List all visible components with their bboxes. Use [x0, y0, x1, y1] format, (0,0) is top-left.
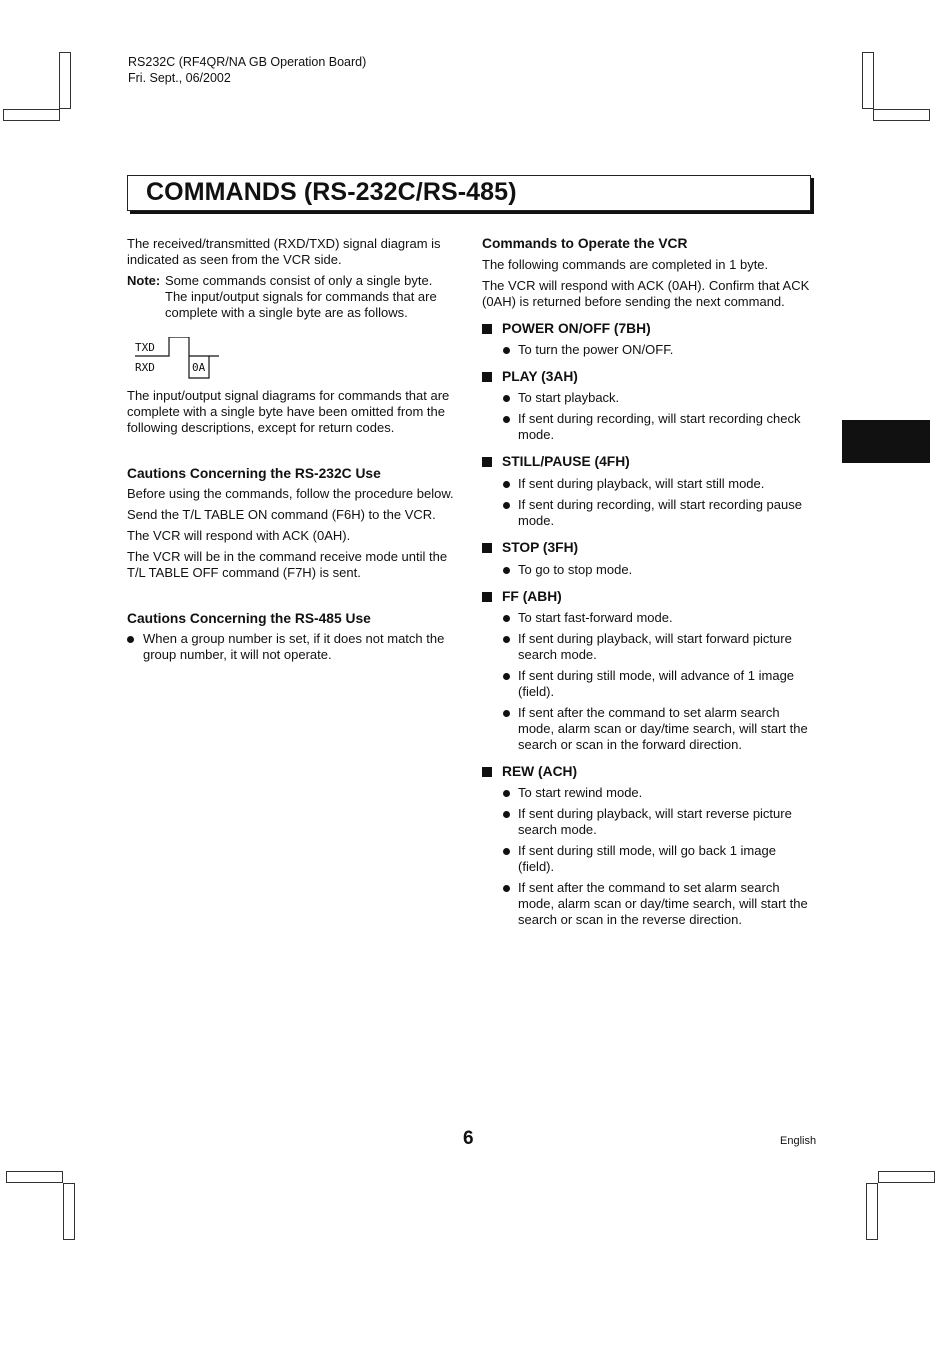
command-rew-name: REW (ACH): [502, 764, 578, 779]
bullet-dot-icon: [503, 567, 510, 574]
command-power-item-text: To turn the power ON/OFF.: [518, 342, 674, 357]
command-rew-item-text: If sent after the command to set alarm search mode, alarm scan or day/time search, will start the search or scan in the reverse direction.: [518, 880, 808, 927]
command-power-heading: [482, 321, 814, 337]
command-stop-name: STOP (3FH): [502, 540, 579, 555]
command-play-item-2: [482, 411, 814, 443]
command-power-name: POWER ON/OFF (7BH): [502, 321, 651, 336]
command-ff-item-text: To start fast-forward mode.: [518, 610, 673, 625]
command-ff-item-4: [482, 705, 814, 753]
bullet-dot-icon: [503, 848, 510, 855]
square-bullet-icon: [482, 592, 492, 602]
page-title: COMMANDS (RS-232C/RS-485): [146, 178, 517, 206]
note-text: Some commands consist of only a single byte. The input/output signals for commands that are complete with a single byte are as follows.: [165, 273, 437, 320]
bullet-dot-icon: [127, 636, 134, 643]
command-rew-item-text: If sent during still mode, will go back 1 image (field).: [518, 843, 776, 874]
rs232c-para-2: Send the T/L TABLE ON command (F6H) to the VCR.: [127, 507, 436, 522]
diagram-txd-label: TXD: [135, 341, 155, 354]
rs485-bullet: [127, 631, 457, 663]
rs232c-heading: Cautions Concerning the RS-232C Use: [127, 466, 381, 481]
command-power-item: [482, 342, 814, 358]
bullet-dot-icon: [503, 673, 510, 680]
crop-mark-tl-h: [3, 109, 60, 121]
section-tab-marker: [842, 420, 930, 463]
rs232c-para-3: The VCR will respond with ACK (0AH).: [127, 528, 351, 543]
command-still-item-1: [482, 476, 814, 492]
vcr-commands-p2: The VCR will respond with ACK (0AH). Confirm that ACK (0AH) is returned before sending the next command.: [482, 278, 810, 309]
language-label: English: [780, 1135, 817, 1147]
command-ff-item-text: If sent after the command to set alarm search mode, alarm scan or day/time search, will start the search or scan in the forward direction.: [518, 705, 808, 752]
command-stop-item: [482, 562, 814, 578]
square-bullet-icon: [482, 543, 492, 553]
command-ff-item-2: [482, 631, 814, 663]
command-rew-item-1: [482, 785, 814, 801]
square-bullet-icon: [482, 767, 492, 777]
square-bullet-icon: [482, 372, 492, 382]
page-number: 6: [463, 1128, 474, 1149]
square-bullet-icon: [482, 457, 492, 467]
rs232c-para-1: Before using the commands, follow the procedure below.: [127, 486, 454, 501]
bullet-dot-icon: [503, 347, 510, 354]
command-rew-heading: [482, 764, 814, 780]
rs232c-para-4: The VCR will be in the command receive mode until the T/L TABLE OFF command (F7H) is sent.: [127, 549, 448, 580]
diagram-rxd-label: RXD: [135, 361, 155, 374]
crop-mark-tl-v: [59, 52, 71, 109]
bullet-dot-icon: [503, 885, 510, 892]
diagram-code-label: 0A: [192, 361, 206, 374]
command-rew-item-text: If sent during playback, will start reverse picture search mode.: [518, 806, 792, 837]
bullet-dot-icon: [503, 481, 510, 488]
command-rew-item-2: [482, 806, 814, 838]
square-bullet-icon: [482, 324, 492, 334]
crop-mark-bl-h: [6, 1171, 63, 1183]
command-ff-item-3: [482, 668, 814, 700]
crop-mark-tr-h: [873, 109, 930, 121]
omitted-text: The input/output signal diagrams for commands that are complete with a single byte have been omitted from the following descriptions, except for return codes.: [127, 388, 450, 435]
command-stop-heading: [482, 540, 814, 556]
command-play-item-1: [482, 390, 814, 406]
crop-mark-bl-v: [63, 1183, 75, 1240]
command-ff-item-text: If sent during still mode, will advance of 1 image (field).: [518, 668, 795, 699]
bullet-dot-icon: [503, 636, 510, 643]
right-column: [482, 236, 814, 928]
note-label: Note:: [127, 273, 161, 288]
crop-mark-br-h: [878, 1171, 935, 1183]
crop-mark-br-v: [866, 1183, 878, 1240]
intro-text: The received/transmitted (RXD/TXD) signal diagram is indicated as seen from the VCR side.: [127, 236, 441, 267]
command-still-item-2: [482, 497, 814, 529]
vcr-commands-heading: Commands to Operate the VCR: [482, 236, 688, 251]
command-still-item-text: If sent during playback, will start still mode.: [518, 476, 765, 491]
command-ff-item-text: If sent during playback, will start forward picture search mode.: [518, 631, 792, 662]
header-line-2: Fri. Sept., 06/2002: [128, 71, 231, 85]
bullet-dot-icon: [503, 811, 510, 818]
command-play-item-text: If sent during recording, will start recording check mode.: [518, 411, 801, 442]
left-column: [127, 236, 457, 663]
header-line-1: RS232C (RF4QR/NA GB Operation Board): [128, 55, 367, 69]
bullet-dot-icon: [503, 502, 510, 509]
command-play-heading: [482, 369, 814, 385]
command-stop-item-text: To go to stop mode.: [518, 562, 633, 577]
bullet-dot-icon: [503, 395, 510, 402]
command-still-name: STILL/PAUSE (4FH): [502, 454, 630, 469]
command-rew-item-text: To start rewind mode.: [518, 785, 643, 800]
bullet-dot-icon: [503, 615, 510, 622]
command-ff-heading: [482, 589, 814, 605]
command-play-item-text: To start playback.: [518, 390, 620, 405]
command-play-name: PLAY (3AH): [502, 369, 578, 384]
bullet-dot-icon: [503, 790, 510, 797]
command-ff-name: FF (ABH): [502, 589, 562, 604]
rs485-heading: Cautions Concerning the RS-485 Use: [127, 611, 371, 626]
bullet-dot-icon: [503, 710, 510, 717]
command-rew-item-3: [482, 843, 814, 875]
title-box: [127, 175, 811, 211]
vcr-commands-p1: The following commands are completed in 1 byte.: [482, 257, 769, 272]
command-ff-item-1: [482, 610, 814, 626]
command-still-item-text: If sent during recording, will start recording pause mode.: [518, 497, 802, 528]
command-rew-item-4: [482, 880, 814, 928]
crop-mark-tr-v: [862, 52, 874, 109]
signal-diagram: [133, 337, 253, 383]
rs485-bullet-text: When a group number is set, if it does not match the group number, it will not operate.: [143, 631, 445, 662]
command-still-heading: [482, 454, 814, 470]
bullet-dot-icon: [503, 416, 510, 423]
note-block: [127, 273, 457, 321]
